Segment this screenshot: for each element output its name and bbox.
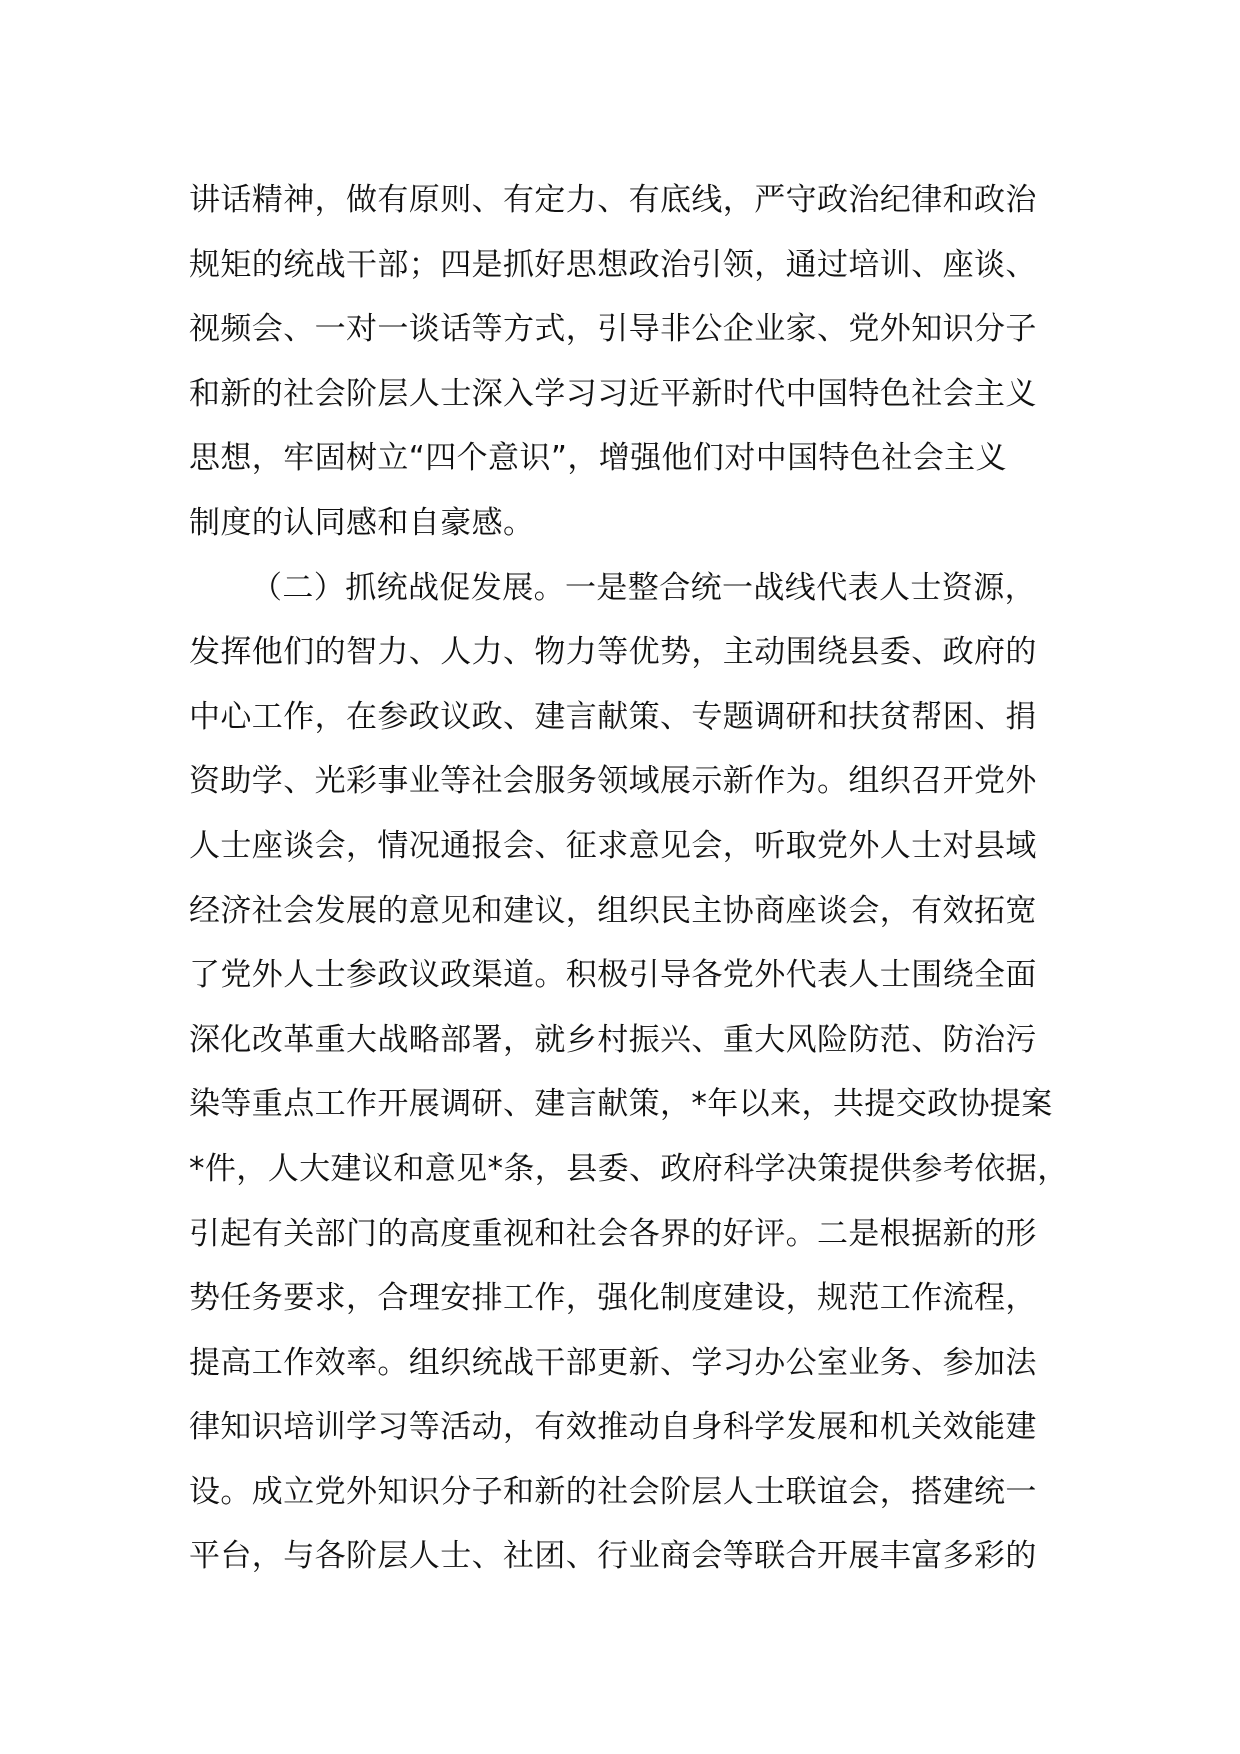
text-line: 发挥他们的智力、人力、物力等优势，主动围绕县委、政府的 <box>189 634 1037 671</box>
text-line: 视频会、一对一谈话等方式，引导非公企业家、党外知识分子 <box>189 311 1037 348</box>
text-line: 设。成立党外知识分子和新的社会阶层人士联谊会，搭建统一 <box>189 1473 1037 1510</box>
text-line: 经济社会发展的意见和建议，组织民主协商座谈会，有效拓宽 <box>189 892 1037 929</box>
text-line: 提高工作效率。组织统战干部更新、学习办公室业务、参加法 <box>189 1344 1037 1381</box>
text-line: 和新的社会阶层人士深入学习习近平新时代中国特色社会主义 <box>189 375 1037 412</box>
text-line: 思想，牢固树立“四个意识”，增强他们对中国特色社会主义 <box>189 440 1007 477</box>
text-line: 人士座谈会，情况通报会、征求意见会，听取党外人士对县域 <box>189 827 1037 864</box>
section-heading-line: （二）抓统战促发展。一是整合统一战线代表人士资源， <box>251 569 1036 606</box>
text-line: 制度的认同感和自豪感。 <box>189 504 535 541</box>
text-line: 深化改革重大战略部署，就乡村振兴、重大风险防范、防治污 <box>189 1021 1037 1058</box>
text-line: 资助学、光彩事业等社会服务领域展示新作为。组织召开党外 <box>189 763 1037 800</box>
text-line: *件，人大建议和意见*条，县委、政府科学决策提供参考依据， <box>189 1150 1069 1187</box>
text-line: 了党外人士参政议政渠道。积极引导各党外代表人士围绕全面 <box>189 957 1037 994</box>
text-line: 中心工作，在参政议政、建言献策、专题调研和扶贫帮困、捐 <box>189 698 1037 735</box>
text-line: 染等重点工作开展调研、建言献策，*年以来，共提交政协提案 <box>189 1086 1053 1123</box>
text-line: 律知识培训学习等活动，有效推动自身科学发展和机关效能建 <box>189 1409 1037 1446</box>
text-line: 讲话精神，做有原则、有定力、有底线，严守政治纪律和政治 <box>189 182 1037 218</box>
text-line: 势任务要求，合理安排工作，强化制度建设，规范工作流程， <box>189 1280 1037 1317</box>
text-line: 引起有关部门的高度重视和社会各界的好评。二是根据新的形 <box>189 1215 1037 1252</box>
body-text <box>189 168 1089 1589</box>
text-line: 平台，与各阶层人士、社团、行业商会等联合开展丰富多彩的 <box>189 1538 1037 1575</box>
text-line: 规矩的统战干部；四是抓好思想政治引领，通过培训、座谈、 <box>189 246 1037 283</box>
